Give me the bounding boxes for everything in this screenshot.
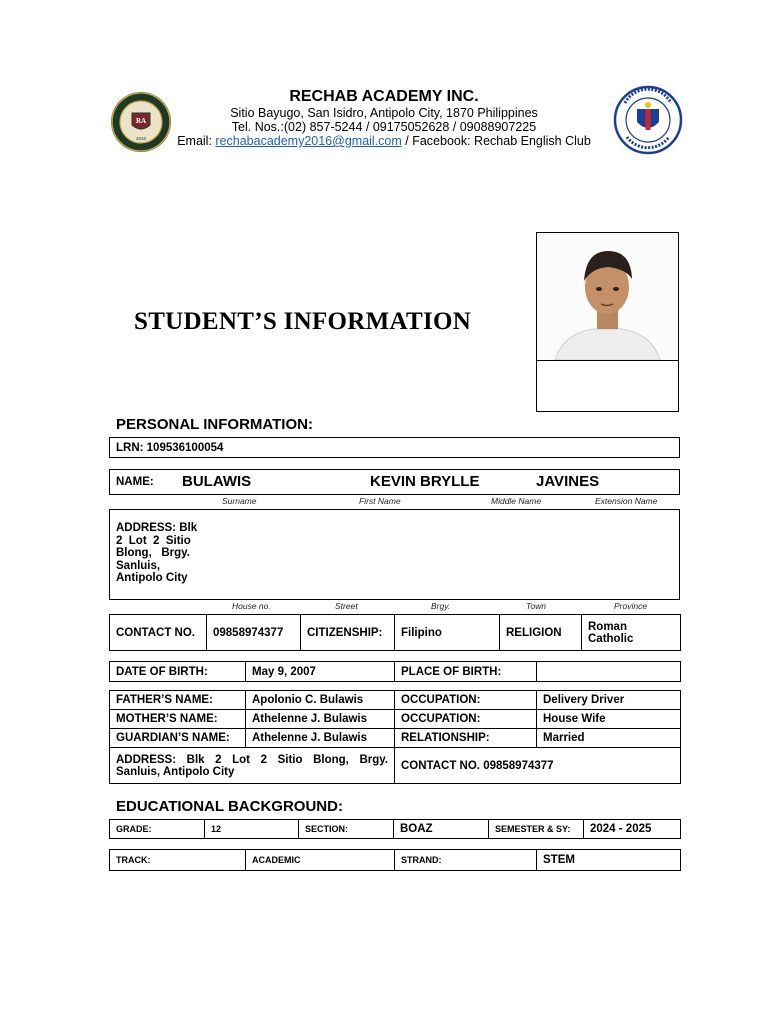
caption-first-name: First Name xyxy=(359,496,401,506)
father-occupation-label: OCCUPATION: xyxy=(395,691,537,710)
deped-seal xyxy=(613,85,683,155)
caption-town: Town xyxy=(526,601,547,611)
student-photo xyxy=(537,233,678,361)
address-box xyxy=(109,509,680,600)
school-address: Sitio Bayugo, San Isidro, Antipolo City, 1870 Philippines xyxy=(230,106,538,120)
religion-value-line-2: Catholic xyxy=(588,632,634,645)
name-row xyxy=(109,469,680,495)
parents-table xyxy=(109,690,681,784)
father-name: Apolonio C. Bulawis xyxy=(246,691,395,710)
photo-frame xyxy=(536,232,679,412)
school-header xyxy=(170,88,598,148)
mother-occupation-label: OCCUPATION: xyxy=(395,710,537,729)
first-name-value: KEVIN BRYLLE xyxy=(370,473,480,490)
birth-table xyxy=(109,661,681,682)
pob-value xyxy=(537,662,681,682)
mother-occupation: House Wife xyxy=(537,710,681,729)
address-line-1: ADDRESS: Blk xyxy=(116,522,198,534)
caption-surname: Surname xyxy=(222,496,257,506)
page-title: STUDENT’S INFORMATION xyxy=(134,308,472,335)
address-text xyxy=(116,522,200,585)
email-link[interactable]: rechabacademy2016@gmail.com xyxy=(215,134,402,148)
caption-house-no: House no. xyxy=(232,601,271,611)
guardian-label: GUARDIAN’S NAME: xyxy=(110,729,246,748)
caption-street: Street xyxy=(335,601,358,611)
caption-middle-name: Middle Name xyxy=(491,496,542,506)
lrn-table xyxy=(109,437,680,458)
svg-text:2016: 2016 xyxy=(135,136,147,141)
father-occupation: Delivery Driver xyxy=(537,691,681,710)
guardian-address xyxy=(110,748,395,784)
middle-name-value: JAVINES xyxy=(536,473,600,490)
lrn-field: LRN: 109536100054 xyxy=(110,438,680,458)
semester-label: SEMESTER & SY: xyxy=(489,820,584,839)
religion-value xyxy=(582,615,681,651)
section-value: BOAZ xyxy=(394,820,489,839)
guardian-address-line-2: Sanluis, Antipolo City xyxy=(116,765,235,778)
father-row xyxy=(110,691,681,710)
guardian-row xyxy=(110,729,681,748)
education-heading: EDUCATIONAL BACKGROUND: xyxy=(116,798,343,815)
mother-label: MOTHER’S NAME: xyxy=(110,710,246,729)
school-name: RECHAB ACADEMY INC. xyxy=(289,88,479,105)
caption-extension-name: Extension Name xyxy=(595,496,658,506)
contact-value: 09858974377 xyxy=(207,615,301,651)
contact-label: CONTACT NO. xyxy=(110,615,207,651)
address-line-2: 2 Lot 2 Sitio xyxy=(116,534,191,547)
education-table-1 xyxy=(109,819,681,839)
religion-value-line-1: Roman xyxy=(588,620,627,633)
dob-value: May 9, 2007 xyxy=(246,662,395,682)
track-label: TRACK: xyxy=(110,850,246,871)
citizenship-value: Filipino xyxy=(395,615,500,651)
citizenship-label: CITIZENSHIP: xyxy=(301,615,395,651)
facebook-text: / Facebook: Rechab English Club xyxy=(401,134,591,148)
email-prefix: Email: xyxy=(177,134,216,148)
mother-row xyxy=(110,710,681,729)
semester-value: 2024 - 2025 xyxy=(584,820,681,839)
caption-province: Province xyxy=(614,601,648,611)
strand-value: STEM xyxy=(537,850,681,871)
dob-label: DATE OF BIRTH: xyxy=(110,662,246,682)
school-contact-line xyxy=(170,134,598,148)
guardian-name: Athelenne J. Bulawis xyxy=(246,729,395,748)
grade-label: GRADE: xyxy=(110,820,205,839)
mother-name: Athelenne J. Bulawis xyxy=(246,710,395,729)
section-label: SECTION: xyxy=(299,820,394,839)
school-telephone: Tel. Nos.:(02) 857-5244 / 09175052628 / 09088907225 xyxy=(231,120,537,134)
track-value: ACADEMIC xyxy=(246,850,395,871)
father-label: FATHER’S NAME: xyxy=(110,691,246,710)
svg-text:RA: RA xyxy=(135,117,147,125)
guardian-address-row xyxy=(110,748,681,784)
grade-value: 12 xyxy=(205,820,299,839)
relationship-value: Married xyxy=(537,729,681,748)
guardian-address-line-1: ADDRESS: Blk 2 Lot 2 Sitio Blong, Brgy. xyxy=(116,753,388,766)
caption-brgy: Brgy. xyxy=(431,601,451,611)
contact-table xyxy=(109,614,681,651)
school-logo xyxy=(110,91,172,153)
personal-info-heading: PERSONAL INFORMATION: xyxy=(116,416,313,433)
education-table-2 xyxy=(109,849,681,871)
surname-value: BULAWIS xyxy=(182,473,252,490)
pob-label: PLACE OF BIRTH: xyxy=(395,662,537,682)
address-line-4: Sanluis, xyxy=(116,559,161,572)
guardian-contact: CONTACT NO. 09858974377 xyxy=(395,748,681,784)
relationship-label: RELATIONSHIP: xyxy=(395,729,537,748)
religion-label: RELIGION xyxy=(500,615,582,651)
address-line-5: Antipolo City xyxy=(116,572,188,584)
address-line-3: Blong, Brgy. xyxy=(116,547,190,559)
name-label: NAME: xyxy=(116,476,154,488)
strand-label: STRAND: xyxy=(395,850,537,871)
